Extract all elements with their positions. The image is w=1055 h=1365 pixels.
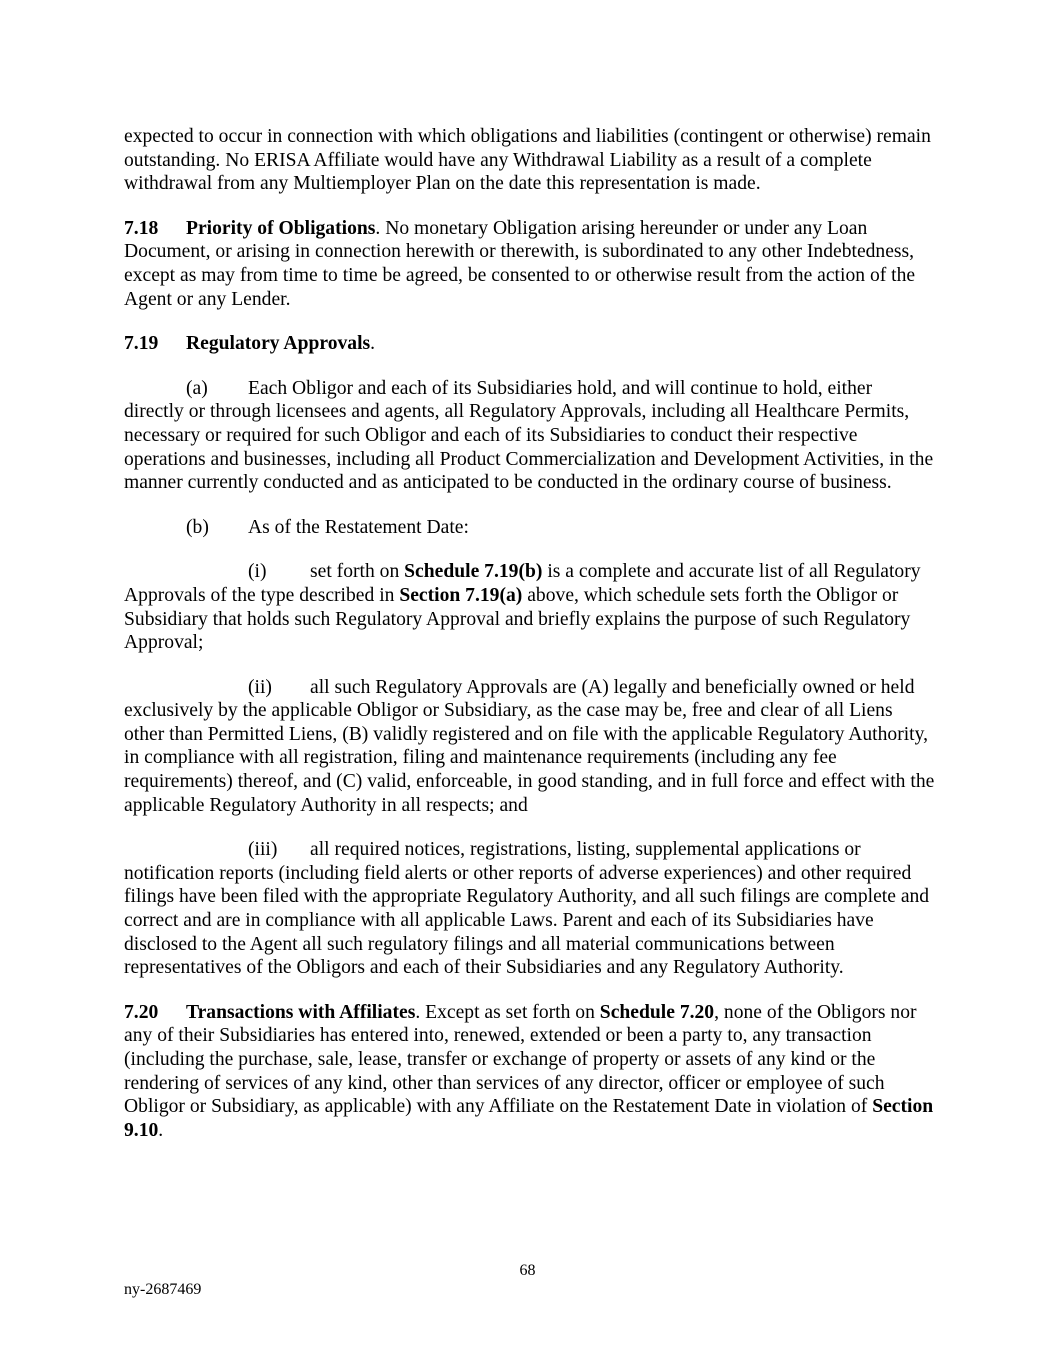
section-reference: Section 9.10 xyxy=(124,1096,934,1141)
intro-paragraph: expected to occur in connection with which obligations and liabilities (contingent or otherwise) remain outstanding. No ERISA Affiliate would have any Withdrawal Liability as a result of a complete withdrawal from any Multiemployer Plan on the date this representation is made. xyxy=(124,126,931,195)
section-number: 7.20 xyxy=(124,1001,159,1023)
clause-iii xyxy=(124,838,936,980)
section-title: Transactions with Affiliates xyxy=(186,1001,416,1023)
section-7-18 xyxy=(124,217,936,311)
page-number: 68 xyxy=(519,1262,536,1279)
schedule-reference: Schedule 7.20 xyxy=(599,1001,715,1023)
clause-label: (ii) xyxy=(248,676,272,698)
clause-label: (b) xyxy=(186,516,209,538)
section-text: . No monetary Obligation arising hereunder or under any Loan Document, or arising in connection herewith or therewith, is subordinated to any other Indebtedness, except as may from time to time be agreed, be consented to or otherwise result from the action of the Agent or any Lender. xyxy=(124,217,916,310)
document-body xyxy=(124,125,936,1163)
section-title: Priority of Obligations xyxy=(186,217,376,239)
document-id: ny-2687469 xyxy=(124,1281,202,1298)
clause-text: Each Obligor and each of its Subsidiaries hold, and will continue to hold, either directly or through licensees and agents, all Regulatory Approvals, including all Healthcare Permits, necessary or required for such Obligor and each of its Subsidiaries to conduct their respective operations and businesses, including all Product Commercialization and Development Activities, in the manner currently conducted and as anticipated to be conducted in the ordinary course of business. xyxy=(124,377,934,494)
clause-text: As of the Restatement Date: xyxy=(248,516,469,538)
clause-ii xyxy=(124,676,936,818)
clause-label: (a) xyxy=(186,377,208,399)
section-7-20: 7.20 Transactions with Affiliates. Except as set forth on Schedule 7.20, none of the Obligors nor any of their Subsidiaries has entered into, renewed, extended or been a party to, any transaction (including the purchase, sale, lease, transfer or exchange of property or assets of any kind or the rendering of services of any kind, other than services of any director, officer or employee of such Obligor or Subsidiary, as applicable) with any Affiliate on the Restatement Date in violation of Section 9.10. xyxy=(124,1001,934,1141)
clause-a xyxy=(124,377,936,495)
clause-text: all required notices, registrations, listing, supplemental applications or notification reports (including field alerts or other reports of adverse experiences) and other required filings have been filed with the appropriate Regulatory Authority, and all such filings are complete and correct and are in compliance with all applicable Laws. Parent and each of its Subsidiaries have disclosed to the Agent all such regulatory filings and all material communications between representatives of the Obligors and each of their Subsidiaries and any Regulatory Authority. xyxy=(124,839,930,979)
section-number: 7.18 xyxy=(124,217,159,239)
schedule-reference: Schedule 7.19(b) xyxy=(404,561,543,583)
section-number: 7.19 xyxy=(124,333,159,355)
clause-b xyxy=(124,516,936,540)
section-reference: Section 7.19(a) xyxy=(399,584,523,606)
section-7-19-heading: 7.19 Regulatory Approvals. xyxy=(124,333,376,355)
section-title: Regulatory Approvals xyxy=(186,333,371,355)
clause-text: all such Regulatory Approvals are (A) legally and beneficially owned or held exclusively by the applicable Obligor or Subsidiary, as the case may be, free and clear of all Liens other than Permitted Liens, (B) validly registered and on file with the applicable Regulatory Authority, in compliance with all registration, filing and maintenance requirements (including any fee requirements) thereof, and (C) valid, enforceable, in good standing, and in full force and effect with the applicable Regulatory Authority in all respects; and xyxy=(124,676,935,816)
clause-label: (iii) xyxy=(248,839,278,861)
clause-label: (i) xyxy=(248,561,267,583)
clause-i: (i) set forth on Schedule 7.19(b) is a complete and accurate list of all Regulatory Approvals of the type described in Section 7.19(a) above, which schedule sets forth the Obligor or Subsidiary that holds such Regulatory Approval and briefly explains the purpose of such Regulatory Approval; xyxy=(124,561,921,654)
